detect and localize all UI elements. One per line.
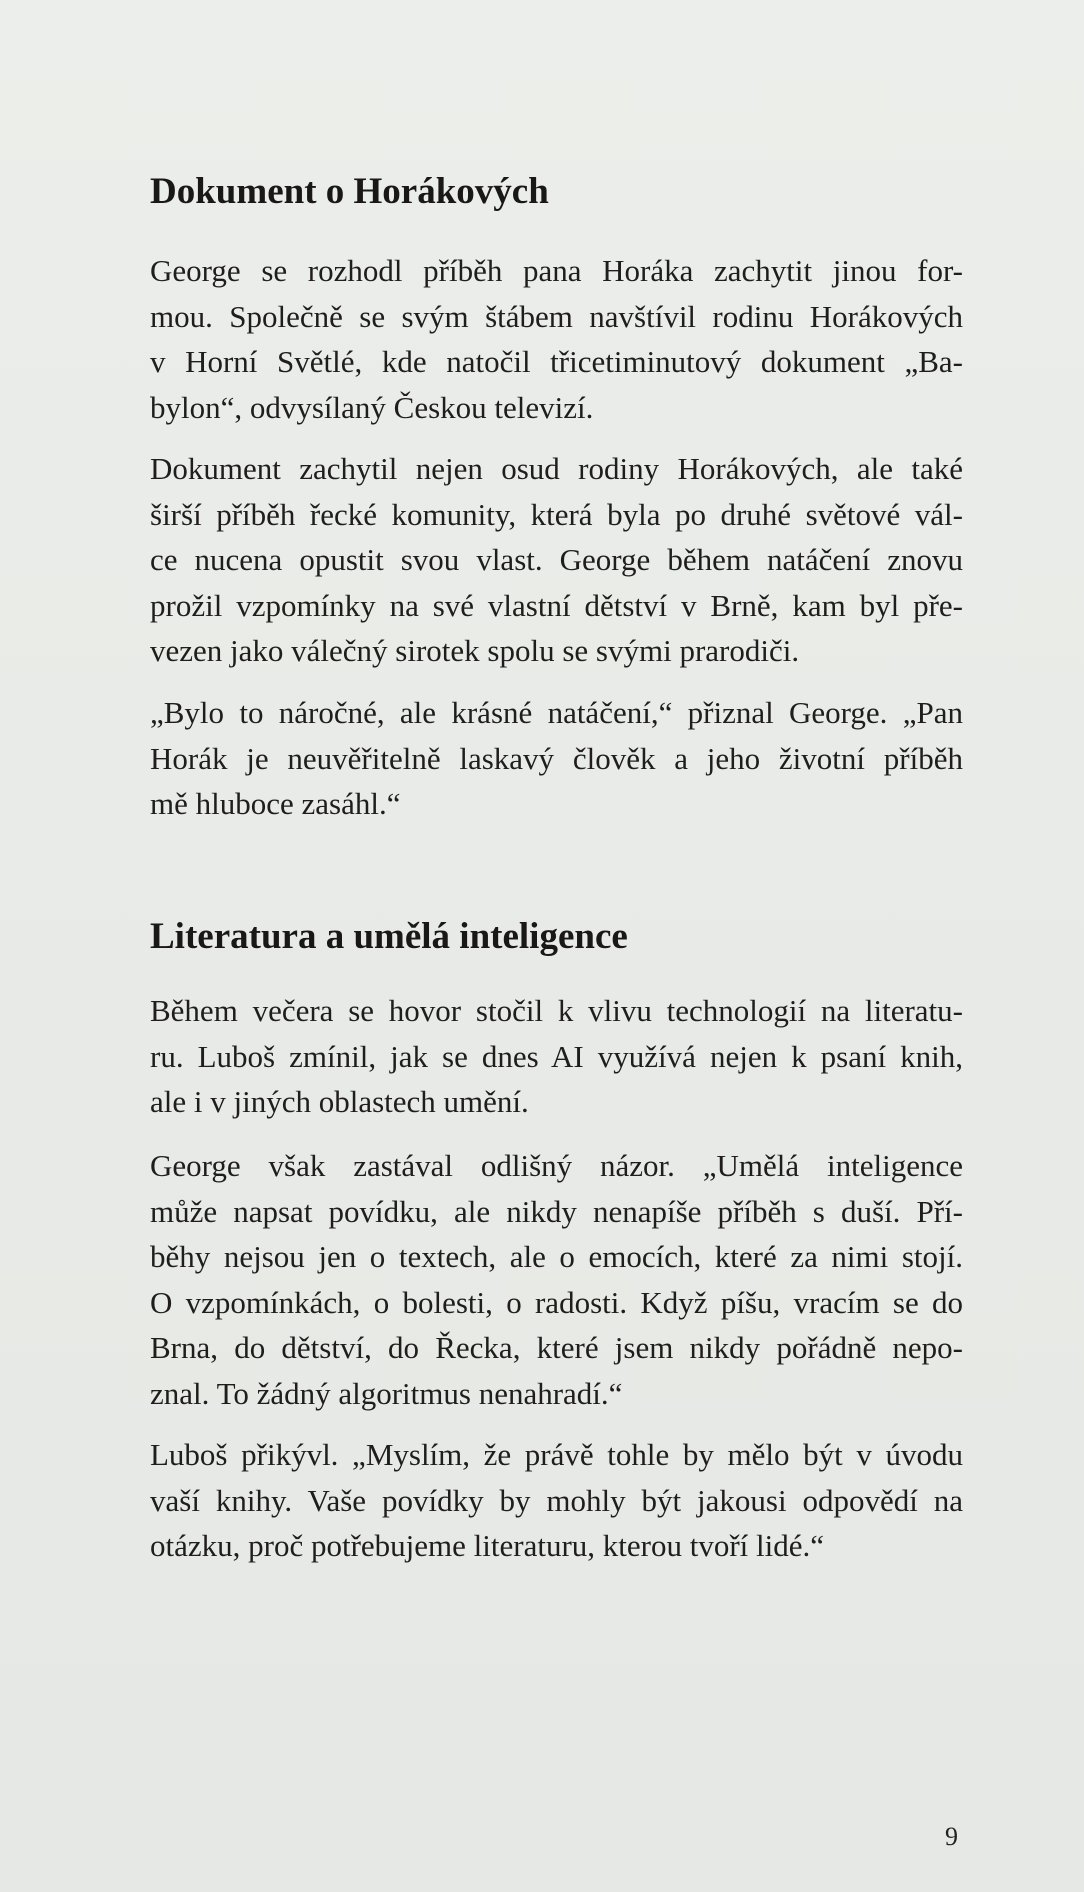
text-line: mou. Společně se svým štábem navštívil rodinu Horákových: [150, 298, 963, 334]
text-line: vaší knihy. Vaše povídky by mohly být jakousi odpovědí na: [150, 1482, 963, 1518]
text-line: Během večera se hovor stočil k vlivu technologií na literatu-: [150, 993, 963, 1028]
section-heading: Literatura a umělá inteligence: [150, 916, 628, 957]
text-line: O vzpomínkách, o bolesti, o radosti. Když píšu, vracím se do: [150, 1284, 963, 1320]
section-heading: Dokument o Horákových: [150, 171, 549, 212]
text-line: může napsat povídku, ale nikdy nenapíše příběh s duší. Pří-: [150, 1193, 963, 1229]
paragraph: [150, 446, 963, 674]
paragraph: [150, 690, 963, 827]
page-number: 9: [945, 1822, 958, 1851]
paragraph: [150, 988, 963, 1125]
text-line: George se rozhodl příběh pana Horáka zachytit jinou for-: [150, 253, 963, 288]
paragraph: [150, 1432, 963, 1569]
text-line: George však zastával odlišný názor. „Umělá inteligence: [150, 1148, 963, 1183]
text-line: Dokument zachytil nejen osud rodiny Horákových, ale také: [150, 451, 963, 486]
text-line: v Horní Světlé, kde natočil třicetiminutový dokument „Ba-: [150, 344, 963, 379]
text-line: širší příběh řecké komunity, která byla po druhé světové vál-: [150, 496, 963, 532]
text-line: otázku, proč potřebujeme literaturu, kterou tvoří lidé.“: [150, 1528, 825, 1563]
text-line: ce nucena opustit svou vlast. George během natáčení znovu: [150, 542, 963, 577]
text-line: ru. Luboš zmínil, jak se dnes AI využívá nejen k psaní knih,: [150, 1038, 963, 1074]
text-line: Brna, do dětství, do Řecka, které jsem nikdy pořádně nepo-: [150, 1330, 963, 1365]
text-line: ale i v jiných oblastech umění.: [150, 1084, 529, 1119]
paragraph: [150, 1143, 963, 1416]
text-line: Horák je neuvěřitelně laskavý člověk a jeho životní příběh: [150, 740, 963, 776]
text-line: vezen jako válečný sirotek spolu se svými prarodiči.: [150, 633, 800, 668]
text-line: bylon“, odvysílaný Českou televizí.: [150, 389, 594, 425]
text-line: znal. To žádný algoritmus nenahradí.“: [150, 1375, 623, 1411]
text-line: mě hluboce zasáhl.“: [150, 786, 401, 821]
text-line: prožil vzpomínky na své vlastní dětství v Brně, kam byl pře-: [150, 587, 963, 623]
paragraph: [150, 248, 963, 430]
text-line: Luboš přikývl. „Myslím, že právě tohle by mělo být v úvodu: [150, 1437, 963, 1472]
text-line: běhy nejsou jen o textech, ale o emocích, které za nimi stojí.: [150, 1239, 963, 1274]
text-line: „Bylo to náročné, ale krásné natáčení,“ přiznal George. „Pan: [150, 695, 963, 730]
